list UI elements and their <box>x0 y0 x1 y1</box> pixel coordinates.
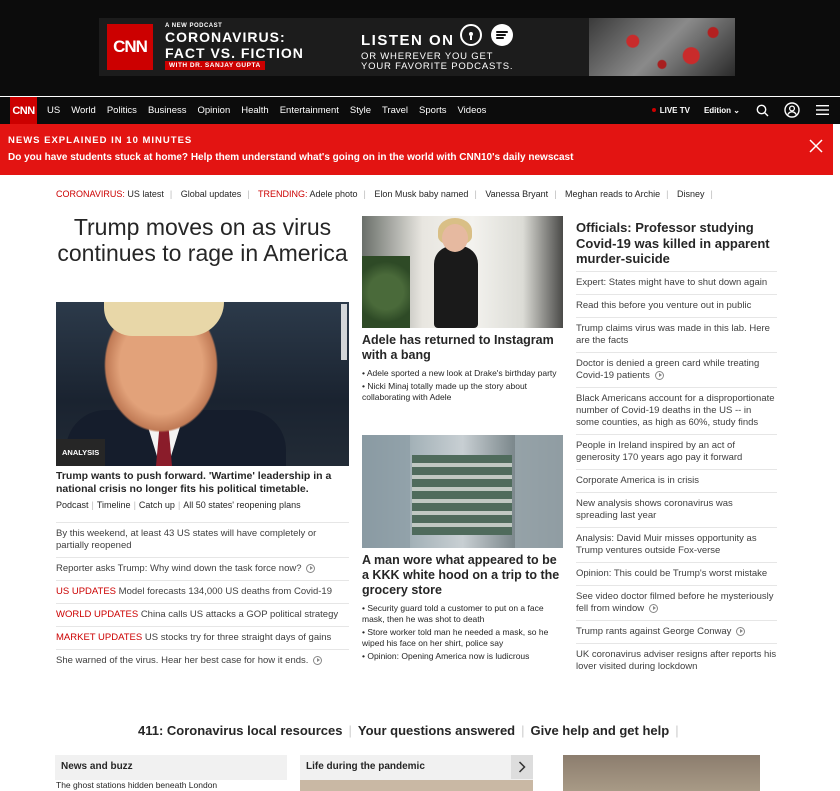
ticker-item[interactable]: Meghan reads to Archie <box>565 189 661 199</box>
ad-title-line2: FACT VS. FICTION <box>165 45 304 61</box>
ad-subtext-line2: YOUR FAVORITE PODCASTS. <box>361 61 514 72</box>
virus-illustration <box>589 18 735 76</box>
list-item-text: Analysis: David Muir misses opportunity as Trump ventures outside Fox-verse <box>576 533 757 556</box>
ad-host: WITH DR. SANJAY GUPTA <box>165 61 265 70</box>
photo-shape <box>362 435 410 548</box>
list-item[interactable] <box>576 492 777 527</box>
news-and-buzz-item[interactable]: The ghost stations hidden beneath London <box>55 780 287 791</box>
close-icon[interactable] <box>809 139 825 155</box>
banner-text: Do you have students stuck at home? Help them understand what's going on in the world with CNN10's daily newscast <box>8 152 574 163</box>
divider: | <box>91 500 94 510</box>
ticker-item[interactable]: Vanessa Bryant <box>485 189 549 199</box>
photo-shape <box>442 224 468 252</box>
bullet-item[interactable]: • Adele sported a new look at Drake's birthday party <box>362 368 557 378</box>
give-help-link[interactable]: Give help and get help <box>530 723 670 738</box>
play-icon <box>736 627 745 636</box>
photo-shape <box>412 455 512 535</box>
bullet-item[interactable]: • Store worker told man he needed a mask, so he wiped his face on her shirt, police say <box>362 627 549 648</box>
professor-headline[interactable]: Officials: Professor studying Covid-19 was killed in apparent murder-suicide <box>576 220 770 266</box>
nav-item-videos[interactable]: Videos <box>457 105 487 116</box>
cnn-logo[interactable]: CNN <box>10 97 37 124</box>
ticker-item[interactable] <box>56 189 164 199</box>
ad-title-line1: CORONAVIRUS: <box>165 29 286 45</box>
list-item-text: She warned of the virus. Hear her best case for how it ends. <box>56 655 309 666</box>
list-item[interactable] <box>56 603 349 626</box>
menu-icon[interactable] <box>814 102 830 118</box>
play-icon <box>313 656 322 665</box>
list-item-text: Opinion: This could be Trump's worst mistake <box>576 568 768 579</box>
list-item[interactable] <box>576 562 777 585</box>
nav-item-travel[interactable]: Travel <box>382 105 409 116</box>
podcast-ad[interactable] <box>99 18 735 76</box>
ticker-prefix: TRENDING: <box>257 189 308 199</box>
analysis-badge: ANALYSIS <box>56 439 105 466</box>
trending-ticker <box>56 189 719 199</box>
list-item-text: Corporate America is in crisis <box>576 475 700 486</box>
bullet-item[interactable]: • Nicki Minaj totally made up the story about collaborating with Adele <box>362 381 528 402</box>
life-pandemic-title: Life during the pandemic <box>306 761 425 772</box>
list-item-text: Trump claims virus was made in this lab. Here are the facts <box>576 323 770 346</box>
ticker-text: US latest <box>127 189 164 199</box>
lede-links <box>56 500 301 510</box>
edition-label: Edition <box>703 105 732 115</box>
ad-kicker: A NEW PODCAST <box>165 23 223 29</box>
divider: | <box>521 723 525 738</box>
ticker-item[interactable]: Global updates <box>180 189 242 199</box>
divider: | <box>348 723 352 738</box>
list-item-text: Reporter asks Trump: Why wind down the task force now? <box>56 563 302 574</box>
bullet-text: Adele sported a new look at Drake's birthday party <box>366 368 557 378</box>
nav-item-style[interactable]: Style <box>349 105 371 116</box>
ad-subtext <box>361 52 513 72</box>
list-item-text: Expert: States might have to shut down again <box>576 277 768 288</box>
ticker-item[interactable]: Elon Musk baby named <box>374 189 469 199</box>
news-and-buzz-box <box>55 755 287 791</box>
list-item-text: New analysis shows coronavirus was spreading last year <box>576 498 733 521</box>
list-item[interactable] <box>576 387 777 434</box>
chevron-down-icon: ⌄ <box>733 105 740 115</box>
list-item[interactable] <box>576 434 777 469</box>
life-pandemic-image[interactable] <box>300 780 533 791</box>
list-item[interactable] <box>576 527 777 562</box>
kkk-hood-headline[interactable]: A man wore what appeared to be a KKK white hood on a trip to the grocery store <box>362 553 560 597</box>
ticker-prefix: CORONAVIRUS: <box>56 189 125 199</box>
grocery-store-photo[interactable] <box>362 435 563 548</box>
grocery-bullets <box>362 603 563 664</box>
resources-links <box>138 723 685 738</box>
ticker-item[interactable]: Disney <box>676 189 705 199</box>
divider: | <box>247 189 250 199</box>
list-item-prefix: WORLD UPDATES <box>56 609 139 620</box>
divider: | <box>666 189 669 199</box>
list-item-text: China calls US attacks a GOP political strategy <box>140 609 339 620</box>
play-icon <box>649 604 658 613</box>
play-icon <box>306 564 315 573</box>
list-item[interactable] <box>56 557 349 580</box>
bullet-text: Store worker told man he needed a mask, so he wiped his face on her shirt, police say <box>362 627 549 648</box>
list-item-prefix: MARKET UPDATES <box>56 632 143 643</box>
list-item-text: By this weekend, at least 43 US states will have completely or partially reopened <box>56 528 317 551</box>
divider: | <box>554 189 557 199</box>
main-story-list <box>56 522 349 672</box>
catch-up-link[interactable]: Catch up <box>138 500 175 510</box>
ad-listen-on: LISTEN ON <box>361 32 455 49</box>
spotify-icon <box>491 24 513 46</box>
photo-shape <box>515 435 563 548</box>
list-item-text: People in Ireland inspired by an act of generosity 170 years ago pay it forward <box>576 440 743 463</box>
promo-image[interactable] <box>563 755 760 791</box>
search-icon[interactable] <box>754 102 770 118</box>
bullet-text: Opinion: Opening America now is ludicrous <box>367 651 530 661</box>
list-item-text: See video doctor filmed before he mysteriously fell from window <box>576 591 774 614</box>
trump-photo[interactable] <box>56 302 349 466</box>
list-item[interactable] <box>56 649 349 672</box>
timeline-link[interactable]: Timeline <box>96 500 131 510</box>
nav-item-entertainment[interactable]: Entertainment <box>279 105 339 116</box>
account-icon[interactable] <box>784 102 800 118</box>
list-item[interactable] <box>56 522 349 557</box>
nav-item-sports[interactable]: Sports <box>419 105 447 116</box>
list-item-text: US stocks try for three straight days of gains <box>144 632 332 643</box>
ad-band <box>0 0 840 96</box>
live-tv-label: LIVE TV <box>659 105 690 115</box>
list-item[interactable] <box>576 352 777 387</box>
adele-bullets <box>362 368 563 405</box>
bullet-text: Nicki Minaj totally made up the story about collaborating with Adele <box>362 381 528 402</box>
nav-item-world[interactable]: World <box>71 105 96 116</box>
list-item-text: Doctor is denied a green card while treating Covid-19 patients <box>576 358 760 381</box>
divider: | <box>133 500 136 510</box>
photo-credit <box>341 304 347 360</box>
nav-item-opinion[interactable]: Opinion <box>197 105 231 116</box>
ticker-item[interactable] <box>258 189 358 199</box>
divider: | <box>710 189 713 199</box>
side-story-list <box>576 271 777 678</box>
adele-headline[interactable]: Adele has returned to Instagram with a bang <box>362 333 554 362</box>
banner-kicker: NEWS EXPLAINED IN 10 MINUTES <box>8 135 193 146</box>
divider: | <box>675 723 679 738</box>
bullet-item[interactable]: • Opinion: Opening America now is ludicrous <box>362 651 530 661</box>
nav-links <box>47 105 486 116</box>
main-lede[interactable]: Trump wants to push forward. 'Wartime' leadership in a national crisis no longer fits his political timetable. <box>56 470 332 495</box>
list-item[interactable] <box>56 626 349 649</box>
ad-cnn-logo: CNN <box>107 24 153 70</box>
main-nav <box>0 97 840 124</box>
nav-item-health[interactable]: Health <box>241 105 269 116</box>
list-item[interactable] <box>576 317 777 352</box>
bullet-item[interactable]: • Security guard told a customer to put on a face mask, then he was shot to death <box>362 603 544 624</box>
ad-subtext-line1: OR WHEREVER YOU GET <box>361 51 494 62</box>
list-item-text: Read this before you venture out in public <box>576 300 752 311</box>
apple-podcasts-icon <box>460 24 482 46</box>
list-item-prefix: US UPDATES <box>56 586 117 597</box>
photo-shape <box>104 302 224 336</box>
podcast-link[interactable]: Podcast <box>56 500 89 510</box>
list-item[interactable] <box>576 643 777 678</box>
bullet-text: Security guard told a customer to put on a face mask, then he was shot to death <box>362 603 544 624</box>
life-pandemic-box <box>300 755 533 791</box>
cnn10-banner[interactable] <box>0 124 833 175</box>
photo-shape <box>434 246 478 328</box>
local-resources-link[interactable]: 411: Coronavirus local resources <box>138 723 343 738</box>
main-headline[interactable]: Trump moves on as virus continues to rage in America <box>57 214 348 266</box>
news-and-buzz-title: News and buzz <box>61 761 133 772</box>
divider: | <box>169 189 173 199</box>
reopening-plans-link[interactable]: All 50 states' reopening plans <box>183 500 301 510</box>
chevron-right-icon[interactable] <box>511 755 533 779</box>
list-item[interactable] <box>576 294 777 317</box>
list-item[interactable] <box>56 580 349 603</box>
list-item[interactable] <box>576 271 777 294</box>
edition-selector[interactable] <box>704 106 740 115</box>
nav-right <box>652 102 830 118</box>
divider: | <box>363 189 366 199</box>
divider: | <box>474 189 477 199</box>
divider: | <box>177 500 181 510</box>
nav-item-business[interactable]: Business <box>147 105 187 116</box>
list-item-text: Trump rants against George Conway <box>576 626 732 637</box>
list-item[interactable] <box>576 469 777 492</box>
adele-photo[interactable] <box>362 216 563 328</box>
list-item[interactable] <box>576 620 777 643</box>
nav-item-politics[interactable]: Politics <box>106 105 137 116</box>
questions-answered-link[interactable]: Your questions answered <box>357 723 516 738</box>
live-dot-icon <box>652 108 656 112</box>
live-tv-link[interactable] <box>652 106 690 115</box>
list-item-text: UK coronavirus adviser resigns after reports his lover visited during lockdown <box>576 649 777 672</box>
play-icon <box>655 371 664 380</box>
list-item-text: Black Americans account for a disproportionate number of Covid-19 deaths in the US -- in some counties, as high as 60%, study finds <box>576 393 775 428</box>
photo-shape <box>362 256 410 328</box>
list-item-text: Model forecasts 134,000 US deaths from Covid-19 <box>118 586 332 597</box>
ticker-text: Adele photo <box>309 189 358 199</box>
nav-item-us[interactable]: US <box>47 105 61 116</box>
list-item[interactable] <box>576 585 777 620</box>
